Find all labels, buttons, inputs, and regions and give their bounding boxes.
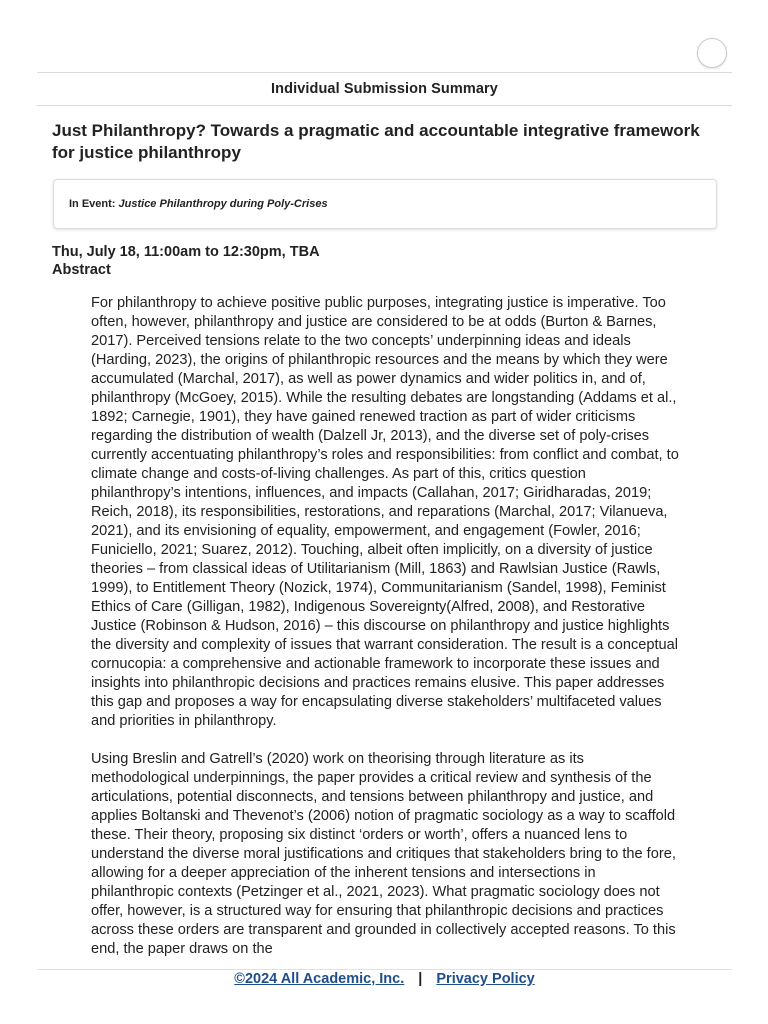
page-title: Individual Submission Summary xyxy=(271,81,498,97)
abstract-heading: Abstract xyxy=(52,262,111,278)
abstract-paragraph: For philanthropy to achieve positive public purposes, integrating justice is imperative. Too often, however, philanthropy and justice are considered to be at odds (Burton & Barnes, 2017). Perceived tensions relate to the two concepts’ underpinning ideas and ideals (Harding, 2023), the origins of philanthropic resources and the means by which they were accumulated (Marchal, 2017), as well as power dynamics and wider politics in, and of, philanthropy (McGoey, 2015). While the resulting debates are longstanding (Addams et al., 1892; Carnegie, 1901), they have gained renewed traction as part of wider criticisms regarding the distribution of wealth (Dalzell Jr, 2013), and the diverse set of poly-crises currently accentuating philanthropy’s roles and responsibilities: from conflict and combat, to climate change and costs-of-living challenges. As part of this, critics question philanthropy’s intentions, influences, and impacts (Callahan, 2017; Giridharadas, 2019; Reich, 2018), its responsibilities, restorations, and reparations (Marchal, 2017; Vilanueva, 2021), and its envisioning of equality, empowerment, and engagement (Fowler, 2016; Funiciello, 2021; Suarez, 2012). Touching, albeit often implicitly, on a diversity of justice theories – from classical ideas of Utilitarianism (Mill, 1863) and Rawlsian Justice (Rawls, 1999), to Entitlement Theory (Nozick, 1974), Communitarianism (Sandel, 1998), Feminist Ethics of Care (Gilligan, 1982), Indigenous Sovereignty(Alfred, 2008), and Restorative Justice (Robinson & Hudson, 2016) – this discourse on philanthropy and justice highlights the diversity and complexity of issues that warrant consideration. The result is a conceptual cornucopia: a comprehensive and actionable framework to incorporate these issues and insights into philanthropic decisions and practices remains elusive. This paper addresses this gap and proposes a way for encapsulating diverse stakeholders’ multifaceted values and priorities in philanthropy. xyxy=(91,295,679,729)
event-info xyxy=(69,198,328,210)
paper-title: Just Philanthropy? Towards a pragmatic and accountable integrative framework for justice philanthropy xyxy=(52,121,700,162)
session-time: Thu, July 18, 11:00am to 12:30pm, TBA xyxy=(52,244,320,260)
privacy-policy-link[interactable]: Privacy Policy xyxy=(436,971,535,987)
abstract-body xyxy=(91,294,679,970)
abstract-paragraph: Using Breslin and Gatrell’s (2020) work on theorising through literature as its methodological underpinnings, the paper provides a critical review and synthesis of the articulations, potential disconnects, and tensions between philanthropy and justice, and applies Boltanski and Thevenot’s (2006) notion of pragmatic sociology as a way to scaffold these. Their theory, proposing six distinct ‘orders or worth’, offers a nuanced lens to understand the diverse moral justifications and critiques that stakeholders bring to the fore, allowing for a deeper appreciation of the inherent tensions and intersections in philanthropic contexts (Petzinger et al., 2021, 2023). What pragmatic sociology does not offer, however, is a structured way for ensuring that philanthropic decisions and practices across these orders are transparent and grounded in collectively accepted reasons. To this end, the paper draws on the xyxy=(91,751,676,957)
menu-toggle-button[interactable] xyxy=(697,38,727,68)
copyright-link[interactable]: ©2024 All Academic, Inc. xyxy=(234,971,405,987)
footer-links xyxy=(37,970,732,988)
event-card xyxy=(53,179,717,229)
page-header xyxy=(37,72,732,106)
footer-separator: | xyxy=(418,971,423,987)
footer xyxy=(37,969,732,1024)
event-name: Justice Philanthropy during Poly-Crises xyxy=(118,198,328,210)
event-label: In Event: xyxy=(69,198,116,210)
